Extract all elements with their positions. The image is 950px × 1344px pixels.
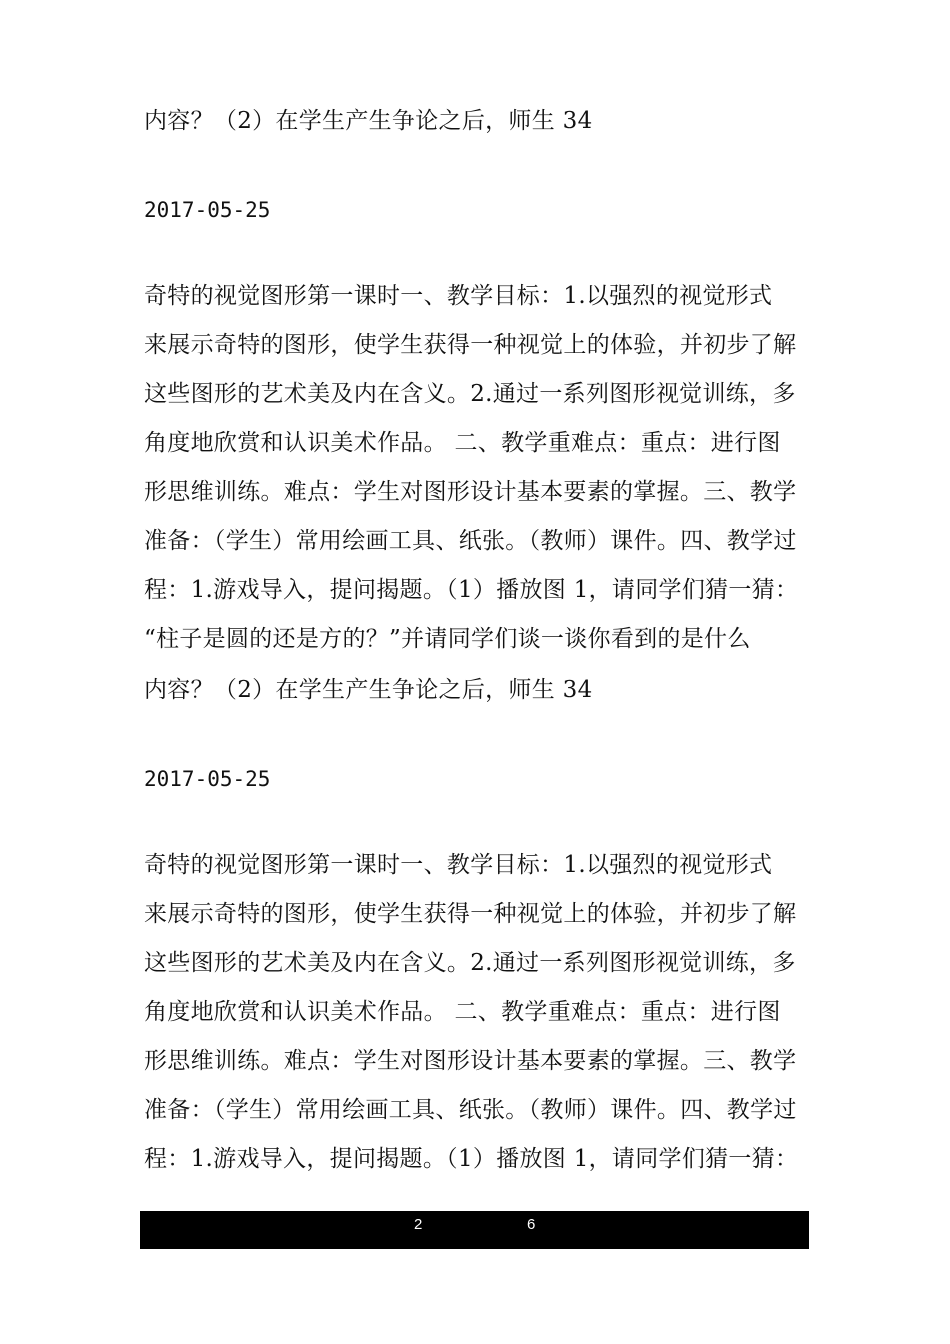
text-line: 程：1.游戏导入，提问揭题。（1）播放图 1，请同学们猜一猜：	[144, 577, 799, 603]
text-line: 角度地欣赏和认识美术作品。 二、教学重难点：重点：进行图	[144, 999, 781, 1025]
text-line: 内容？（2）在学生产生争论之后，师生 34	[144, 677, 593, 703]
page-footer-bar	[140, 1211, 809, 1249]
text-line: 这些图形的艺术美及内在含义。2.通过一系列图形视觉训练，多	[144, 950, 796, 976]
text-line: 这些图形的艺术美及内在含义。2.通过一系列图形视觉训练，多	[144, 381, 796, 407]
text-line: 来展示奇特的图形，使学生获得一种视觉上的体验，并初步了解	[144, 332, 797, 358]
text-line: 形思维训练。难点：学生对图形设计基本要素的掌握。三、教学	[144, 1048, 797, 1074]
date-line: 2017-05-25	[144, 767, 271, 791]
text-line: 准备：（学生）常用绘画工具、纸张。（教师）课件。四、教学过	[144, 528, 797, 554]
text-line: 角度地欣赏和认识美术作品。 二、教学重难点：重点：进行图	[144, 430, 781, 456]
text-line: “柱子是圆的还是方的？”并请同学们谈一谈你看到的是什么	[144, 626, 751, 652]
text-line: 奇特的视觉图形第一课时一、教学目标：1.以强烈的视觉形式	[144, 283, 773, 309]
text-line: 奇特的视觉图形第一课时一、教学目标：1.以强烈的视觉形式	[144, 852, 773, 878]
page-number: 2	[414, 1216, 423, 1233]
page-total: 6	[527, 1216, 536, 1233]
text-line: 准备：（学生）常用绘画工具、纸张。（教师）课件。四、教学过	[144, 1097, 797, 1123]
text-line: 程：1.游戏导入，提问揭题。（1）播放图 1，请同学们猜一猜：	[144, 1146, 799, 1172]
date-line: 2017-05-25	[144, 198, 271, 222]
text-line: 内容？（2）在学生产生争论之后，师生 34	[144, 108, 593, 134]
text-line: 形思维训练。难点：学生对图形设计基本要素的掌握。三、教学	[144, 479, 797, 505]
text-line: 来展示奇特的图形，使学生获得一种视觉上的体验，并初步了解	[144, 901, 797, 927]
